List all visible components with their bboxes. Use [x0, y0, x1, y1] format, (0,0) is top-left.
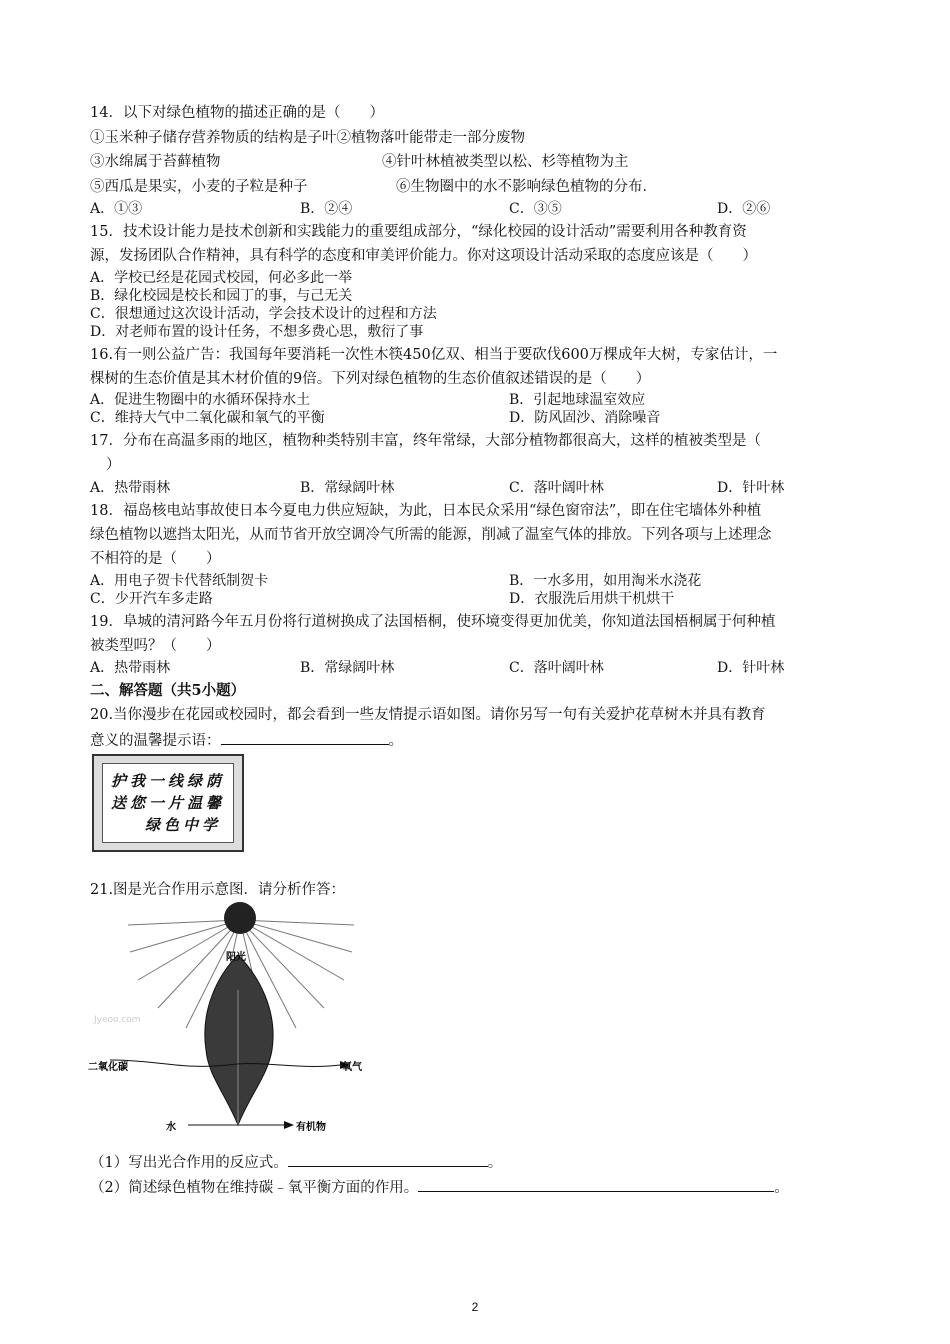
q15-stem-line-2: 源，发扬团队合作精神，具有科学的态度和审美评价能力。你对这项设计活动采取的态度应该是（ ）: [90, 248, 757, 264]
q19-stem-line-1: 19．阜城的清河路今年五月份将行道树换成了法国梧桐，使环境变得更加优美，你知道法国梧桐属于何种植: [90, 614, 776, 630]
q17-stem-line-2: ）: [106, 457, 121, 473]
q19-option-a: A．热带雨林: [90, 660, 171, 676]
q14-option-c: C．③⑤: [509, 201, 562, 217]
q18-stem-line-3: 不相符的是（ ）: [90, 551, 221, 567]
q21-sub-1-end: 。: [487, 1155, 503, 1171]
q14-statement-6: ⑥生物圈中的水不影响绿色植物的分布．: [396, 179, 657, 195]
q14-statement-3: ③水绵属于苔藓植物: [90, 154, 221, 170]
q15-option-b: B．绿化校园是校长和园丁的事，与己无关: [90, 288, 353, 304]
q17-option-b: B．常绿阔叶林: [300, 480, 395, 496]
q16-option-b: B．引起地球温室效应: [509, 392, 646, 408]
q15-option-d: D．对老师布置的设计任务，不想多费心思，敷衍了事: [90, 324, 424, 340]
section-heading: 二、解答题（共5小题）: [90, 682, 246, 699]
q21-sub-2: [90, 1177, 789, 1198]
q15-stem-line-1: 15．技术设计能力是技术创新和实践能力的重要组成部分，“绿化校园的设计活动”需要利用各种教育资: [90, 224, 747, 240]
q15-option-c: C．很想通过这次设计活动，学会技术设计的过程和方法: [90, 306, 437, 322]
q19-option-b: B．常绿阔叶林: [300, 660, 395, 676]
q14-statement-5: ⑤西瓜是果实，小麦的子粒是种子: [90, 179, 308, 195]
q20-prompt: 意义的温馨提示语：: [90, 733, 221, 749]
reminder-sign-image: [92, 754, 244, 852]
q14-statement-1-2: ①玉米种子储存营养物质的结构是子叶②植物落叶能带走一部分废物: [90, 130, 525, 146]
label-oxygen: 氧气: [342, 1062, 362, 1073]
q14-stem: 14．以下对绿色植物的描述正确的是（ ）: [90, 105, 384, 121]
q20-stem-line-1: 20.当你漫步在花园或校园时，都会看到一些友情提示语如图。请你另写一句有关爱护花草树木并具有教育: [90, 707, 766, 723]
q21-sub-1-answer-blank[interactable]: [288, 1152, 488, 1167]
q17-option-c: C．落叶阔叶林: [509, 480, 604, 496]
q18-stem-line-1: 18．福岛核电站事故使日本今夏电力供应短缺，为此，日本民众采用“绿色窗帘法”，即在住宅墙体外种植: [90, 503, 762, 519]
q16-option-c: C．维持大气中二氧化碳和氧气的平衡: [90, 410, 325, 426]
q14-option-d: D．②⑥: [717, 201, 771, 217]
photosynthesis-diagram: [88, 900, 368, 1140]
sun-icon: [224, 902, 256, 934]
q16-stem-line-2: 棵树的生态价值是其木材价值的9倍。下列对绿色植物的生态价值叙述错误的是（ ）: [90, 371, 651, 387]
q15-option-a: A．学校已经是花园式校园，何必多此一举: [90, 270, 353, 286]
q16-option-a: A．促进生物圈中的水循环保持水土: [90, 392, 311, 408]
q21-sub-2-answer-blank[interactable]: [418, 1177, 774, 1192]
q21-sub-2-end: 。: [774, 1180, 789, 1196]
q20-answer-blank[interactable]: [221, 730, 389, 745]
q17-option-a: A．热带雨林: [90, 480, 171, 496]
q19-stem-line-2: 被类型吗？（ ）: [90, 638, 221, 654]
q19-option-c: C．落叶阔叶林: [509, 660, 604, 676]
q16-option-d: D．防风固沙、消除噪音: [509, 410, 661, 426]
q18-stem-line-2: 绿色植物以遮挡太阳光，从而节省开放空调冷气所需的能源，削减了温室气体的排放。下列各项与上述理念: [90, 527, 772, 543]
q21-sub-1-text: （1）写出光合作用的反应式。: [90, 1155, 288, 1171]
q21-stem: 21.图是光合作用示意图．请分析作答：: [90, 882, 346, 898]
label-sunlight: 阳光: [226, 952, 246, 963]
q14-statement-4: ④针叶林植被类型以松、杉等植物为主: [382, 154, 629, 170]
q18-option-a: A．用电子贺卡代替纸制贺卡: [90, 573, 269, 589]
q17-option-d: D．针叶林: [717, 480, 785, 496]
watermark-text: Jyeoo.com: [94, 1015, 141, 1025]
q14-option-a: A．①③: [90, 201, 143, 217]
sign-line-1: 护我一线绿荫: [110, 772, 225, 790]
page-number: 2: [471, 1300, 479, 1314]
label-water: 水: [166, 1122, 176, 1133]
q17-stem-line-1: 17．分布在高温多雨的地区，植物种类特别丰富，终年常绿，大部分植物都很高大，这样的植被类型是（: [90, 433, 761, 449]
q19-option-d: D．针叶林: [717, 660, 785, 676]
q20-stem-line-2: [90, 730, 403, 751]
q20-end-mark: 。: [388, 733, 403, 749]
label-organic-matter: 有机物: [296, 1122, 326, 1133]
q21-sub-1: [90, 1152, 502, 1173]
q16-stem-line-1: 16.有一则公益广告：我国每年要消耗一次性木筷450亿双、相当于要砍伐600万棵成年大树，专家估计，一: [90, 347, 778, 363]
sign-line-2: 送您一片温馨: [110, 794, 225, 812]
leaf-icon: [205, 955, 273, 1125]
q21-sub-2-text: （2）简述绿色植物在维持碳﹣氧平衡方面的作用。: [90, 1180, 419, 1196]
q18-option-b: B．一水多用，如用淘米水浇花: [509, 573, 702, 589]
label-carbon-dioxide: 二氧化碳: [88, 1062, 128, 1073]
sign-line-3: 绿色中学: [144, 816, 221, 834]
q18-option-d: D．衣服洗后用烘干机烘干: [509, 591, 675, 607]
q18-option-c: C．少开汽车多走路: [90, 591, 213, 607]
q14-option-b: B．②④: [300, 201, 353, 217]
